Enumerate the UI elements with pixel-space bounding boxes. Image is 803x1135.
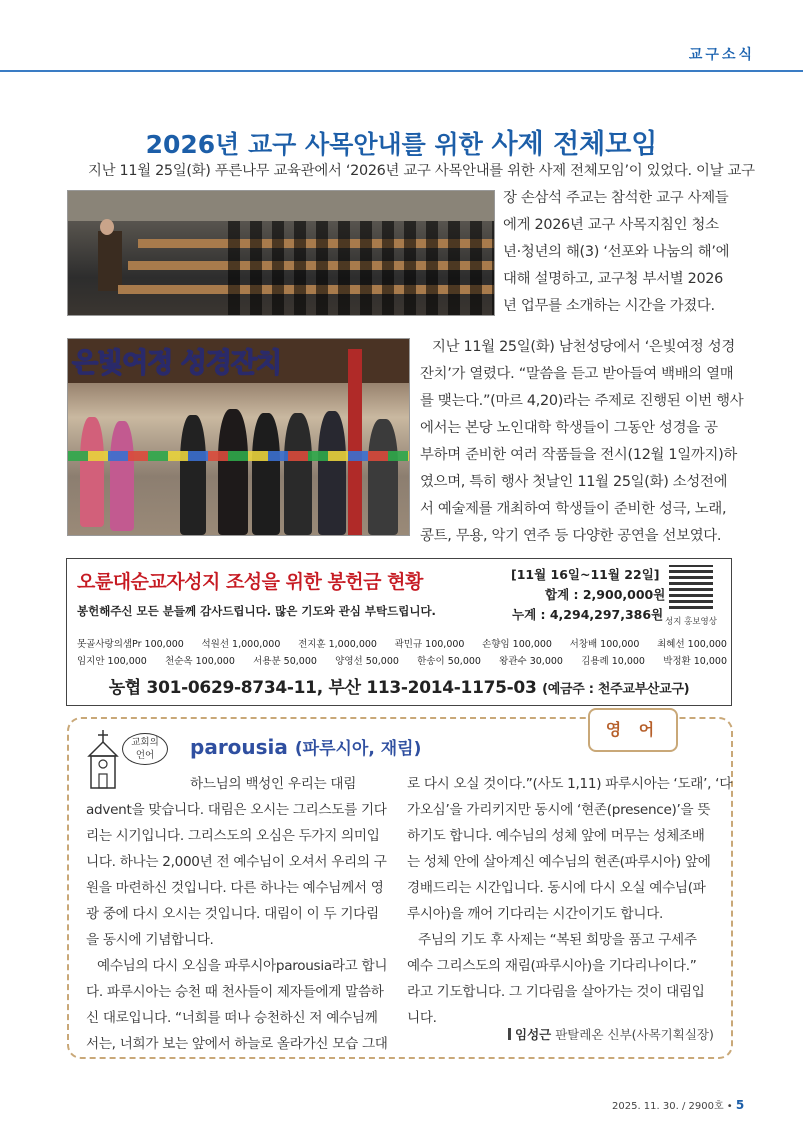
column-line: 니다.	[407, 1010, 437, 1026]
column-line: 리는 시기입니다. 그리스도의 오심은 두가지 의미입	[86, 828, 380, 844]
column-line: 는 성체 안에 살아계신 예수님의 현존(파루시아) 앞에	[407, 854, 711, 870]
donation-box	[66, 558, 732, 706]
article2-line: 콩트, 무용, 악기 연주 등 다양한 공연을 선보였다.	[420, 528, 722, 544]
column-line: 루시아)을 깨어 기다리는 시간이기도 합니다.	[407, 906, 664, 922]
column-line: 주님의 기도 후 사제는 “복된 희망을 품고 구세주	[418, 932, 697, 948]
column-line: 다. 파루시아는 승천 때 천사들이 제자들에게 말씀하	[86, 984, 384, 1000]
meeting-photo	[67, 190, 495, 316]
article2-line: 잔치’가 열렸다. “말씀을 듣고 받아들여 백배의 열매	[420, 366, 734, 382]
donation-total: 누계 : 4,294,297,386원	[512, 607, 664, 622]
term-title: parousia (파루시아, 재림)	[190, 735, 422, 759]
page-number: 5	[735, 1098, 745, 1112]
article2-line: 를 맺는다.”(마르 4,20)라는 주제로 진행된 이번 행사	[420, 393, 744, 409]
column-line: 원을 마련하신 것입니다. 다른 하나는 예수님께서 영	[86, 880, 384, 896]
column-line: 라고 기도합니다. 그 기다림을 살아가는 것이 대림입	[407, 984, 705, 1000]
article1-title: 2026년 교구 사목안내를 위한 사제 전체모임	[145, 129, 658, 160]
article1-line: 년 업무를 소개하는 시간을 가졌다.	[503, 298, 715, 314]
donor-row: 임지안 100,000 천순옥 100,000 서용분 50,000 양영선 50,000 한송이 50,000 왕관수 30,000 김용례 10,000 박정환 10,000	[77, 656, 727, 667]
donation-period: [11월 16일~11월 22일]	[511, 567, 660, 582]
column-line: 광 중에 다시 오시는 것입니다. 대림이 이 두 기다림	[86, 906, 379, 922]
photo-banner-title: 은빛여정 성경잔치	[72, 348, 282, 379]
header-rule	[0, 70, 803, 72]
column-line: 예수님의 다시 오심을 파루시아parousia라고 합니	[97, 958, 388, 974]
bible-festival-photo	[67, 338, 410, 536]
column-line: 예수 그리스도의 재림(파루시아)을 기다리나이다.”	[407, 958, 697, 974]
church-language-badge: 교회의 언어	[122, 733, 168, 765]
article1-line: 대해 설명하고, 교구청 부서별 2026	[503, 271, 724, 287]
article1-line: 지난 11월 25일(화) 푸른나무 교육관에서 ‘2026년 교구 사목안내를 위한 사제 전체모임’이 있었다. 이날 교구	[88, 163, 755, 179]
column-line: 가오심’을 가리키지만 동시에 ‘현존(presence)’을 뜻	[407, 802, 711, 818]
column-line: 을 동시에 기념합니다.	[86, 932, 214, 948]
column-line: 로 다시 오실 것이다.”(사도 1,11) 파루시아는 ‘도래’, ‘다	[407, 776, 733, 792]
donation-amount: 합계 : 2,900,000원	[545, 587, 666, 602]
article1-line: 에게 2026년 교구 사목지침인 청소	[503, 217, 719, 233]
donation-title: 오륜대순교자성지 조성을 위한 봉헌금 현황	[77, 571, 423, 593]
donation-subtitle: 봉헌해주신 모든 분들께 감사드립니다. 많은 기도와 관심 부탁드립니다.	[77, 604, 436, 618]
column-category-tab: 영 어	[588, 708, 678, 752]
bank-account: 농협 301-0629-8734-11, 부산 113-2014-1175-03 (예금주 : 천주교부산교구)	[108, 678, 690, 698]
article2-line: 지난 11월 25일(화) 남천성당에서 ‘은빛여정 성경	[432, 339, 735, 355]
column-line: advent을 맞습니다. 대림은 오시는 그리스도를 기다	[86, 802, 387, 818]
column-line: 서는, 너희가 보는 앞에서 하늘로 올라가신 모습 그대	[86, 1036, 388, 1052]
church-icon	[86, 728, 120, 790]
donor-row: 못골사랑의샘Pr 100,000 석원선 1,000,000 전지훈 1,000,000 곽민규 100,000 손향임 100,000 서창배 100,000 최혜선 100,000	[77, 639, 727, 650]
page-footer: 2025. 11. 30. / 2900호 • 5	[612, 1098, 745, 1112]
article2-line: 였으며, 특히 행사 첫날인 11월 25일(화) 소성전에	[420, 474, 728, 490]
column-line: 경배드리는 시간입니다. 동시에 다시 오실 예수님(파	[407, 880, 706, 896]
article1-line: 장 손삼석 주교는 참석한 교구 사제들	[503, 190, 729, 206]
article2-line: 부하며 준비한 여러 작품들을 전시(12월 1일까지)하	[420, 447, 737, 463]
column-line: 니다. 하나는 2,000년 전 예수님이 오셔서 우리의 구	[86, 854, 387, 870]
qr-label: 성지 홍보영상	[665, 617, 717, 627]
article2-line: 서 예술제를 개최하여 학생들이 준비한 성극, 노래,	[420, 501, 727, 517]
article2-line: 에서는 본당 노인대학 학생들이 그동안 성경을 공	[420, 420, 718, 436]
author-credit: 임성근 판탈레온 신부(사목기획실장)	[508, 1025, 714, 1043]
section-label: 교구소식	[688, 47, 755, 63]
article1-line: 년·청년의 해(3) ‘선포와 나눔의 해’에	[503, 244, 730, 260]
column-line: 하느님의 백성인 우리는 대림	[190, 776, 357, 792]
qr-code-icon[interactable]	[669, 565, 713, 609]
column-line: 신 대로입니다. “너희를 떠나 승천하신 저 예수님께	[86, 1010, 378, 1026]
column-line: 하기도 합니다. 예수님의 성체 앞에 머무는 성체조배	[407, 828, 705, 844]
ribbon	[68, 451, 409, 461]
